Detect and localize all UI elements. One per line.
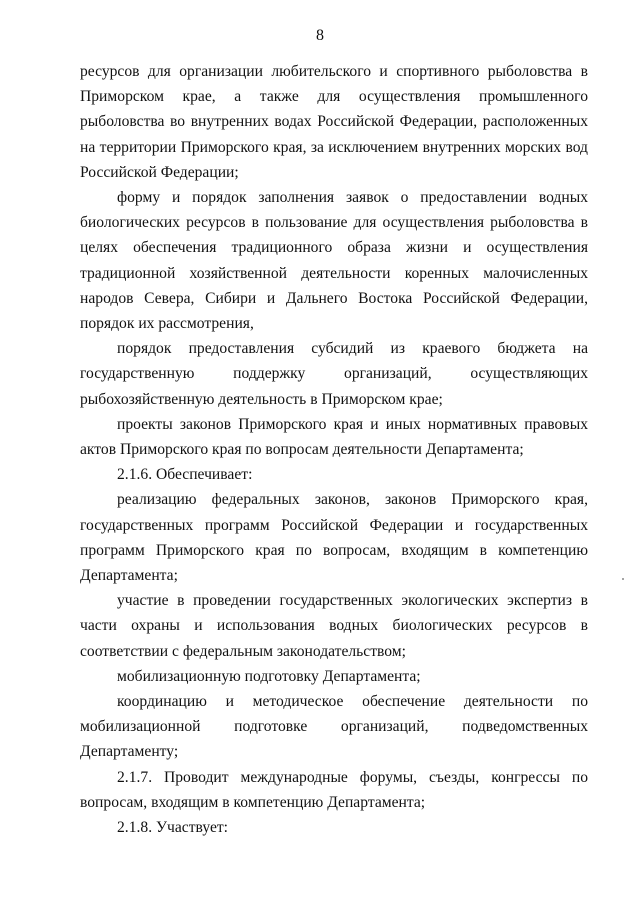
paragraph-application-form: форму и порядок заполнения заявок о предоставлении водных биологических ресурсов в пользование для осуществления рыболовства в целях обеспечения традиционного образа жизни и осуществления традиционной хозяйственной деятельности коренных малочисленных народов Севера, Сибири и Дальнего Востока Российской Федерации, порядок их рассмотрения, bbox=[80, 189, 588, 333]
paragraph-mobilization-training: мобилизационную подготовку Департамента; bbox=[117, 667, 421, 685]
paragraph-ecological-expertise: участие в проведении государственных экологических экспертиз в части охраны и использования водных биологических ресурсов в соответствии с федеральным законодательством; bbox=[80, 592, 588, 660]
paragraph-coordination: координацию и методическое обеспечение деятельности по мобилизационной подготовке организаций, подведомственных Департаменту; bbox=[80, 693, 588, 761]
section-heading-2-1-6: 2.1.6. Обеспечивает: bbox=[117, 466, 253, 484]
paragraph-implementation: реализацию федеральных законов, законов Приморского края, государственных программ Российской Федерации и государственных программ Приморского края по вопросам, входящим в компетенцию Департамента; bbox=[80, 491, 588, 585]
document-body bbox=[80, 59, 588, 840]
paragraph-subsidy-procedure: порядок предоставления субсидий из краевого бюджета на государственную поддержку организаций, осуществляющих рыбохозяйственную деятельность в Приморском крае; bbox=[80, 340, 588, 408]
section-heading-2-1-7: 2.1.7. Проводит международные форумы, съезды, конгрессы по вопросам, входящим в компетенцию Департамента; bbox=[80, 768, 588, 811]
page-number: 8 bbox=[316, 27, 324, 44]
section-heading-2-1-8: 2.1.8. Участвует: bbox=[117, 819, 229, 837]
paragraph-draft-laws: проекты законов Приморского края и иных нормативных правовых актов Приморского края по вопросам деятельности Департамента; bbox=[80, 415, 588, 459]
scan-speck bbox=[622, 578, 624, 580]
paragraph-continuation: ресурсов для организации любительского и спортивного рыболовства в Приморском крае, а также для осуществления промышленного рыболовства во внутренних водах Российской Федерации, расположенных на территории Приморского края, за исключением внутренних морских вод Российской Федерации; bbox=[80, 63, 588, 181]
